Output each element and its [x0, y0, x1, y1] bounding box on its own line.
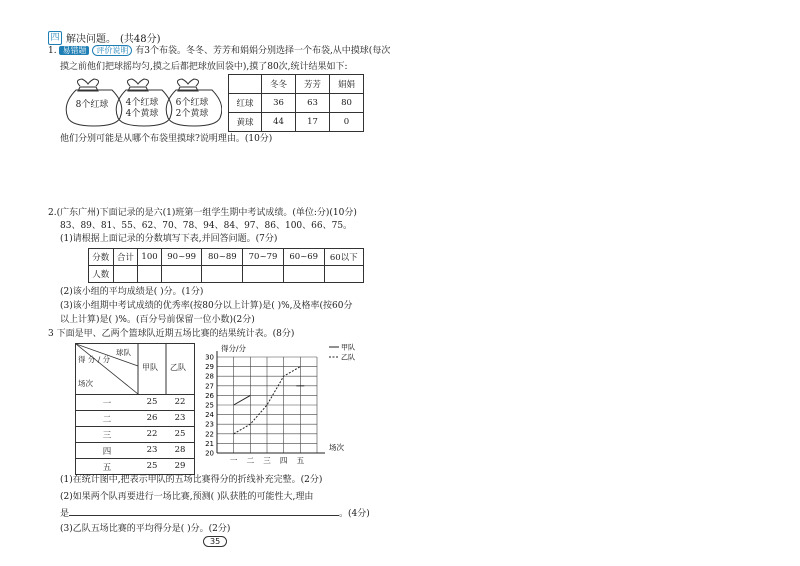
answer-cell[interactable]	[113, 266, 138, 283]
answer-cell[interactable]	[283, 266, 324, 283]
section-header	[48, 30, 161, 45]
table-header-cell: 分数	[89, 249, 114, 266]
table-cell: 28	[174, 445, 186, 455]
q3-scores-table	[75, 343, 195, 475]
table-header-cell: 60以下	[324, 249, 363, 266]
answer-cell[interactable]	[243, 266, 284, 283]
table-header-cell: 70~79	[243, 249, 284, 266]
q1-tag-evaluation: 评价说明	[92, 45, 132, 56]
table-row-divider	[76, 426, 194, 427]
answer-cell[interactable]	[138, 266, 162, 283]
table-cell: 26	[146, 413, 158, 423]
x-tick-label: 三	[263, 456, 271, 465]
answer-cell[interactable]	[324, 266, 363, 283]
q2-frequency-table	[88, 248, 364, 283]
table-cell: 25	[174, 429, 186, 439]
q2-sub2: (2)该小组的平均成绩是( )分。(1分)	[60, 287, 204, 297]
q1-question: 他们分别可能是从哪个布袋里摸球?说明理由。(10分)	[60, 134, 273, 144]
x-axis-label: 场次	[329, 443, 344, 452]
q2-intro: 2.(广东广州)下面记录的是六(1)班第一组学生期中考试成绩。(单位:分)(10分)	[48, 208, 357, 218]
y-tick-label: 22	[205, 430, 214, 439]
table-cell: 一	[102, 399, 112, 409]
table-header-cell: 100	[138, 249, 162, 266]
y-tick-label: 25	[205, 401, 214, 410]
y-tick-label: 30	[205, 353, 214, 362]
table-row: 人数	[89, 266, 364, 283]
table-header-cell	[229, 75, 262, 94]
y-tick-label: 24	[205, 411, 214, 420]
bag-2-label: 4个红球 4个黄球	[125, 98, 159, 119]
q2-sub3-line1: (3)该小组期中考试成绩的优秀率(按80分以上计算)是( )%,及格率(按60分	[60, 301, 353, 311]
legend-label: 乙队	[341, 353, 355, 362]
legend-label: 甲队	[341, 343, 355, 352]
q1-text-line2: 摸之前他们把球摇均匀,摸之后都把球放回袋中),摸了80次,统计结果如下:	[60, 62, 348, 72]
col-team-b: 乙队	[170, 363, 186, 372]
answer-cell[interactable]	[202, 266, 243, 283]
y-tick-label: 28	[205, 372, 214, 381]
q3-line-chart	[195, 343, 370, 468]
table-cell: 五	[102, 463, 112, 473]
q3-sub2-line2: 是 。(4分)	[60, 506, 370, 521]
table-cell: 四	[102, 447, 112, 457]
bag-3-label: 6个红球 2个黄球	[175, 98, 209, 119]
y-tick-label: 27	[205, 382, 214, 391]
table-header-cell: 80~89	[202, 249, 243, 266]
q1-line1	[48, 44, 390, 58]
table-row-divider	[76, 394, 194, 395]
x-tick-label: 一	[229, 456, 238, 465]
page-number: 35	[203, 536, 227, 547]
q2-sub3-line2: 以上计算)是( )%。(百分号前保留一位小数)(2分)	[60, 315, 255, 325]
y-tick-label: 29	[205, 363, 214, 372]
corner-game-label: 场次	[78, 379, 93, 388]
table-row-divider	[76, 442, 194, 443]
table-cell: 二	[102, 415, 112, 425]
table-cell: 23	[174, 413, 186, 423]
bag-1-label: 8个红球	[75, 100, 109, 110]
q3-intro: 3 下面是甲、乙两个篮球队近期五场比赛的结果统计表。(8分)	[48, 329, 295, 339]
q2-scores: 83、89、81、55、62、70、78、94、84、97、86、100、66、75。	[60, 221, 353, 231]
section-number-badge: 四	[48, 31, 62, 45]
x-tick-label: 二	[246, 456, 255, 465]
table-header-cell: 娟娟	[330, 75, 364, 94]
y-axis-label: 得分/分	[221, 344, 247, 353]
table-header-cell: 90~99	[161, 249, 202, 266]
q3-sub3: (3)乙队五场比赛的平均得分是( )分。(2分)	[60, 524, 231, 534]
table-header-cell: 芳芳	[296, 75, 330, 94]
y-tick-label: 20	[205, 449, 214, 458]
table-row: 红球 36 63 80	[229, 94, 364, 113]
q3-sub2-line1: (2)如果两个队再要进行一场比赛,预测( )队获胜的可能性大,理由	[60, 492, 314, 502]
section-score: (共48分)	[120, 34, 161, 45]
table-cell: 22	[174, 397, 186, 407]
reason-answer-line[interactable]	[69, 506, 339, 516]
table-cell: 29	[174, 461, 186, 471]
series-line-team-a	[234, 395, 251, 405]
table-cell: 25	[146, 397, 158, 407]
table-cell: 25	[146, 461, 158, 471]
q1-tag-error-prone: 易错题	[59, 46, 89, 55]
y-tick-label: 21	[205, 439, 214, 448]
table-header-cell: 60~69	[283, 249, 324, 266]
q1-text-line1: 有3个布袋。冬冬、芳芳和娟娟分别选择一个布袋,从中摸球(每次	[135, 46, 391, 56]
x-tick-label: 五	[296, 456, 305, 465]
q1-results-table	[228, 74, 364, 132]
answer-cell[interactable]	[161, 266, 202, 283]
table-header-cell: 冬冬	[262, 75, 296, 94]
table-cell: 22	[146, 429, 158, 439]
table-row-divider	[76, 410, 194, 411]
table-header-cell: 合计	[113, 249, 138, 266]
table-row-divider	[76, 458, 194, 459]
corner-score-label: 得 分 / 分	[78, 355, 111, 364]
q1-number: 1.	[48, 46, 57, 56]
y-tick-label: 26	[205, 391, 214, 400]
table-cell: 三	[102, 431, 112, 441]
q3-sub1: (1)在统计图中,把表示甲队的五场比赛得分的折线补充完整。(2分)	[60, 475, 323, 485]
q2-sub1: (1)请根据上面记录的分数填写下表,并回答问题。(7分)	[60, 234, 278, 244]
table-row: 黄球 44 17 0	[229, 113, 364, 132]
x-tick-label: 四	[279, 456, 288, 465]
corner-team-label: 球队	[116, 348, 131, 357]
col-team-a: 甲队	[142, 363, 158, 372]
table-cell: 23	[146, 445, 158, 455]
section-title: 解决问题。	[66, 34, 116, 45]
y-tick-label: 23	[205, 420, 214, 429]
